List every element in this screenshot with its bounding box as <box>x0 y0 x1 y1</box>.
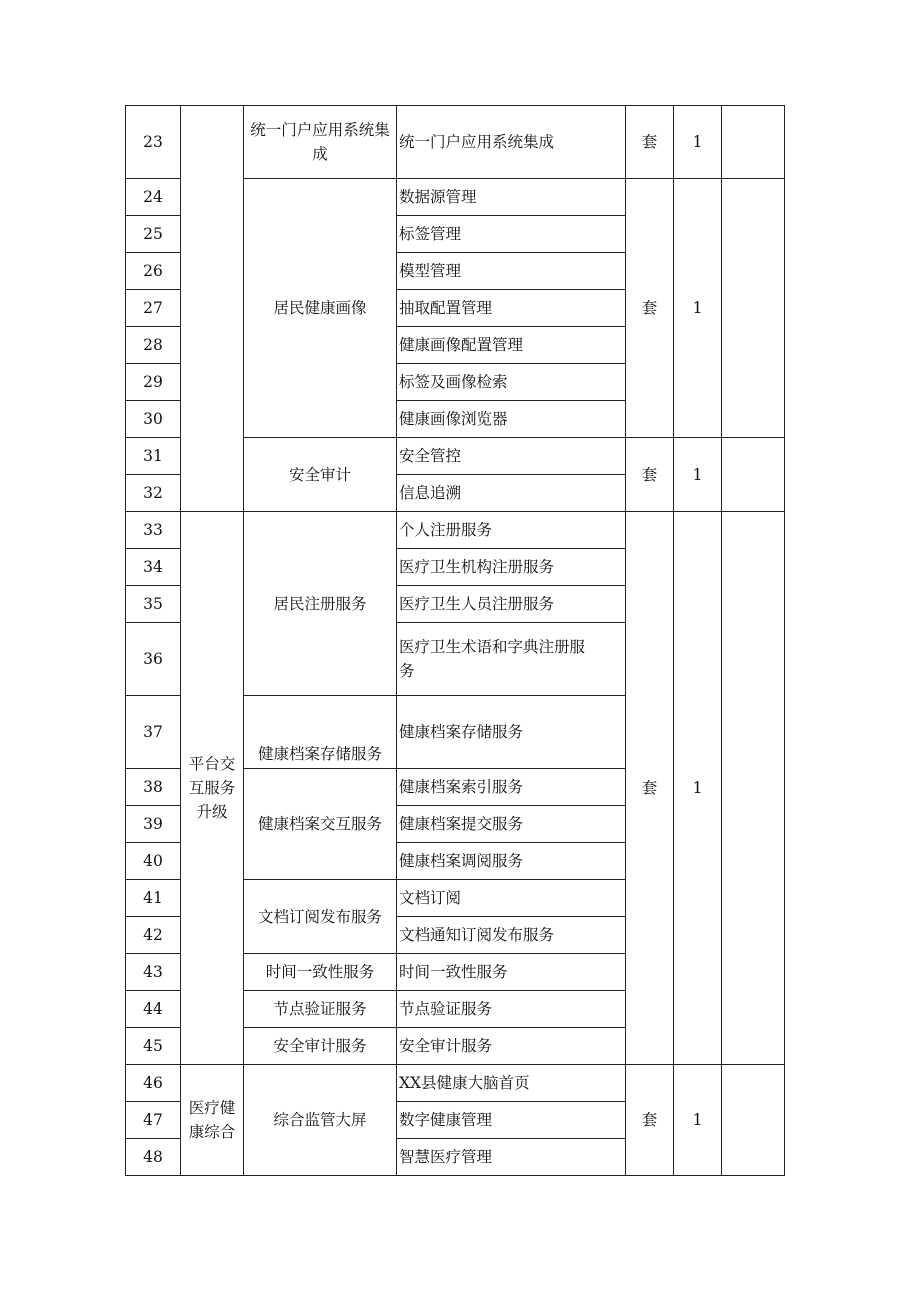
feature-cell: 文档通知订阅发布服务 <box>397 917 626 954</box>
row-number: 34 <box>126 549 181 586</box>
module-cell: 安全审计 <box>244 438 397 512</box>
feature-cell: 安全管控 <box>397 438 626 475</box>
row-number: 46 <box>126 1065 181 1102</box>
module-cell: 综合监管大屏 <box>244 1065 397 1176</box>
feature-cell: 抽取配置管理 <box>397 290 626 327</box>
unit-cell: 套 <box>626 512 674 1065</box>
quantity-cell: 1 <box>674 106 722 179</box>
feature-cell: 健康画像配置管理 <box>397 327 626 364</box>
feature-cell: 数字健康管理 <box>397 1102 626 1139</box>
remark-cell <box>722 106 785 179</box>
feature-cell: 信息追溯 <box>397 475 626 512</box>
quantity-cell: 1 <box>674 438 722 512</box>
table-row <box>126 106 785 179</box>
row-number: 30 <box>126 401 181 438</box>
module-cell: 健康档案交互服务 <box>244 769 397 880</box>
feature-cell: 安全审计服务 <box>397 1028 626 1065</box>
category-cell: 平台交互服务升级 <box>181 512 244 1065</box>
row-number: 37 <box>126 696 181 769</box>
feature-cell: 模型管理 <box>397 253 626 290</box>
row-number: 44 <box>126 991 181 1028</box>
feature-cell: 智慧医疗管理 <box>397 1139 626 1176</box>
unit-cell: 套 <box>626 438 674 512</box>
feature-cell: 医疗卫生术语和字典注册服务 <box>397 623 626 696</box>
row-number: 48 <box>126 1139 181 1176</box>
unit-cell: 套 <box>626 106 674 179</box>
remark-cell <box>722 438 785 512</box>
unit-cell: 套 <box>626 179 674 438</box>
module-cell: 节点验证服务 <box>244 991 397 1028</box>
row-number: 35 <box>126 586 181 623</box>
remark-cell <box>722 512 785 1065</box>
feature-cell: 个人注册服务 <box>397 512 626 549</box>
feature-cell: 健康档案索引服务 <box>397 769 626 806</box>
feature-cell: 节点验证服务 <box>397 991 626 1028</box>
row-number: 29 <box>126 364 181 401</box>
feature-cell: 时间一致性服务 <box>397 954 626 991</box>
row-number: 47 <box>126 1102 181 1139</box>
feature-cell: 数据源管理 <box>397 179 626 216</box>
module-cell: 居民健康画像 <box>244 179 397 438</box>
row-number: 26 <box>126 253 181 290</box>
module-cell: 时间一致性服务 <box>244 954 397 991</box>
feature-cell: 健康画像浏览器 <box>397 401 626 438</box>
row-number: 45 <box>126 1028 181 1065</box>
feature-cell: 健康档案提交服务 <box>397 806 626 843</box>
feature-cell: 医疗卫生机构注册服务 <box>397 549 626 586</box>
row-number: 41 <box>126 880 181 917</box>
table-row <box>126 512 785 549</box>
category-cell: 医疗健康综合 <box>181 1065 244 1176</box>
row-number: 43 <box>126 954 181 991</box>
remark-cell <box>722 179 785 438</box>
module-label: 健康档案存储服务 <box>257 745 382 763</box>
feature-cell: 健康档案调阅服务 <box>397 843 626 880</box>
row-number: 24 <box>126 179 181 216</box>
feature-cell: 文档订阅 <box>397 880 626 917</box>
row-number: 39 <box>126 806 181 843</box>
module-cell <box>244 696 397 769</box>
row-number: 33 <box>126 512 181 549</box>
row-number: 32 <box>126 475 181 512</box>
remark-cell <box>722 1065 785 1176</box>
feature-cell: 健康档案存储服务 <box>397 696 626 769</box>
feature-cell: 医疗卫生人员注册服务 <box>397 586 626 623</box>
feature-cell: 标签管理 <box>397 216 626 253</box>
row-number: 25 <box>126 216 181 253</box>
unit-cell: 套 <box>626 1065 674 1176</box>
quantity-cell: 1 <box>674 1065 722 1176</box>
quantity-cell: 1 <box>674 179 722 438</box>
feature-cell: 统一门户应用系统集成 <box>397 106 626 179</box>
module-cell: 安全审计服务 <box>244 1028 397 1065</box>
row-number: 36 <box>126 623 181 696</box>
row-number: 31 <box>126 438 181 475</box>
category-cell-empty <box>181 106 244 512</box>
row-number: 28 <box>126 327 181 364</box>
row-number: 38 <box>126 769 181 806</box>
module-cell: 统一门户应用系统集成 <box>244 106 397 179</box>
row-number: 42 <box>126 917 181 954</box>
feature-cell: XX县健康大脑首页 <box>397 1065 626 1102</box>
table-row <box>126 1065 785 1102</box>
feature-cell: 标签及画像检索 <box>397 364 626 401</box>
quantity-cell: 1 <box>674 512 722 1065</box>
item-table <box>125 105 785 1176</box>
row-number: 40 <box>126 843 181 880</box>
module-cell: 文档订阅发布服务 <box>244 880 397 954</box>
row-number: 23 <box>126 106 181 179</box>
row-number: 27 <box>126 290 181 327</box>
module-cell: 居民注册服务 <box>244 512 397 696</box>
